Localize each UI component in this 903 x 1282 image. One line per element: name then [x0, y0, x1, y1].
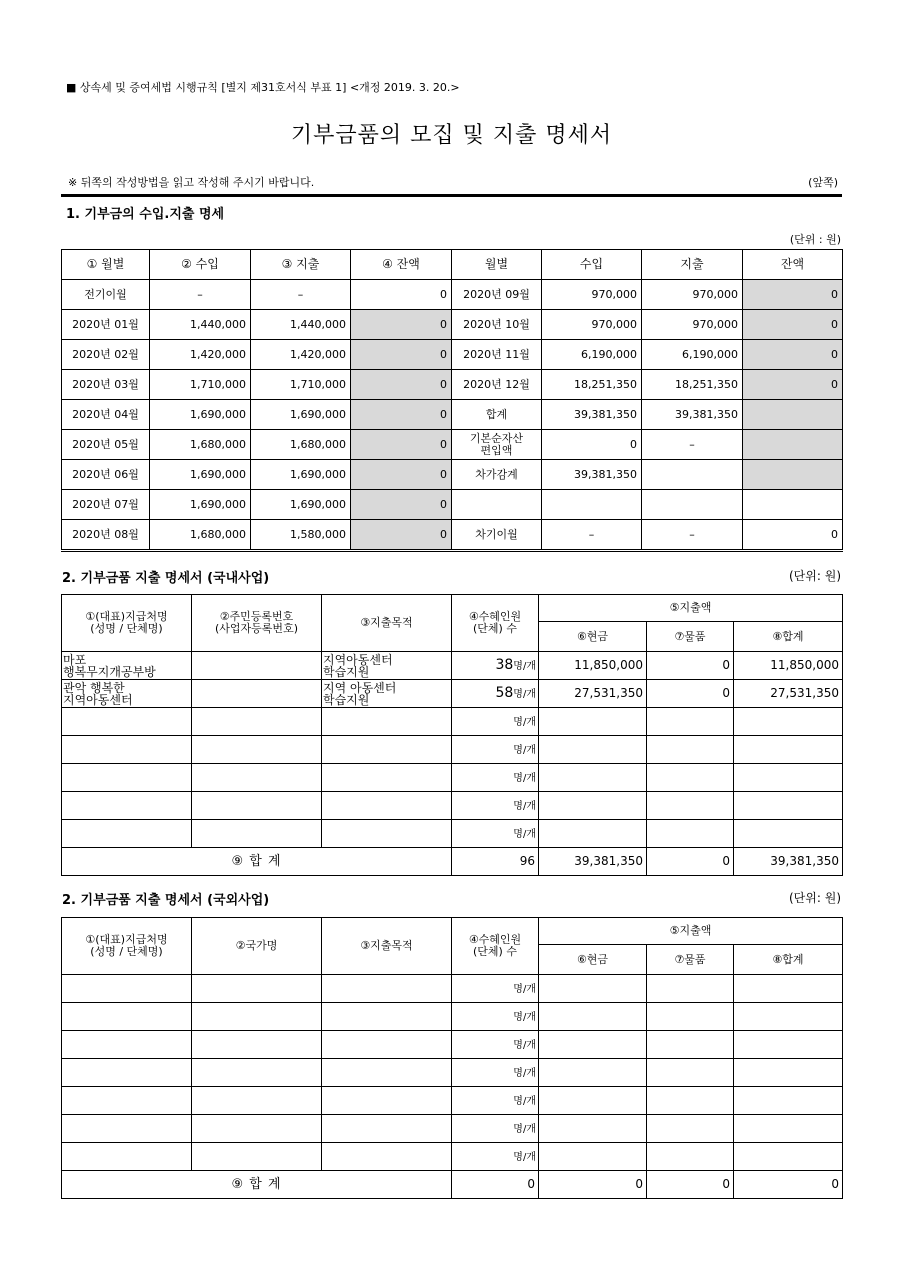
expense-cell-right: 970,000 — [642, 280, 743, 310]
id-number-cell — [192, 820, 322, 848]
goods-cell — [647, 1115, 734, 1143]
total-label: ⑨ 합 계 — [62, 1171, 452, 1199]
beneficiaries-cell — [452, 820, 539, 848]
goods-cell — [647, 820, 734, 848]
balance-cell-right — [743, 460, 843, 490]
page-title: 기부금품의 모집 및 지출 명세서 — [290, 123, 613, 148]
purpose-cell — [322, 1143, 452, 1171]
expense-cell: 1,690,000 — [251, 400, 351, 430]
total-cell — [734, 736, 843, 764]
table-row — [62, 1143, 843, 1171]
goods-cell — [647, 1003, 734, 1031]
beneficiaries-unit: 명/개 — [513, 1152, 536, 1164]
cash-cell — [539, 1143, 647, 1171]
income-cell-right: 970,000 — [542, 310, 642, 340]
month-cell-right: 2020년 12월 — [452, 370, 542, 400]
income-cell-right: 39,381,350 — [542, 400, 642, 430]
income-cell-right: – — [542, 520, 642, 551]
section3-heading: 2. 기부금품 지출 명세서 (국외사업) — [62, 893, 270, 908]
beneficiaries-cell — [452, 680, 539, 708]
country-cell — [192, 975, 322, 1003]
header-id-number: ②주민등록번호 (사업자등록번호) — [192, 595, 322, 652]
beneficiaries-unit: 명/개 — [513, 984, 536, 996]
purpose-cell: 지역 아동센터 학습지원 — [322, 680, 452, 708]
header-expense: ③ 지출 — [251, 250, 351, 280]
table-row — [62, 1059, 843, 1087]
expense-cell: 1,710,000 — [251, 370, 351, 400]
cash-cell — [539, 1087, 647, 1115]
beneficiaries-unit: 명/개 — [513, 745, 536, 757]
balance-cell: 0 — [351, 430, 452, 460]
balance-cell: 0 — [351, 400, 452, 430]
payee-cell: 마포 행복무지개공부방 — [62, 652, 192, 680]
header-total: ⑧합계 — [734, 622, 843, 652]
beneficiaries-unit: 명/개 — [513, 773, 536, 785]
page-side-label: (앞쪽) — [808, 176, 838, 189]
header-total: ⑧합계 — [734, 945, 843, 975]
cash-cell — [539, 708, 647, 736]
table-row — [62, 820, 843, 848]
cash-cell: 27,531,350 — [539, 680, 647, 708]
section3-unit: (단위: 원) — [789, 891, 841, 905]
cash-cell — [539, 1059, 647, 1087]
income-cell-right: 970,000 — [542, 280, 642, 310]
payee-cell — [62, 708, 192, 736]
total-cell — [734, 975, 843, 1003]
country-cell — [192, 1003, 322, 1031]
payee-cell — [62, 975, 192, 1003]
table-row — [62, 310, 843, 340]
payee-cell: 관악 행복한 지역아동센터 — [62, 680, 192, 708]
beneficiaries-cell — [452, 736, 539, 764]
header-month-right: 월별 — [452, 250, 542, 280]
table-row — [62, 1031, 843, 1059]
id-number-cell — [192, 708, 322, 736]
domestic-expense-table — [61, 594, 843, 876]
expense-cell-right — [642, 490, 743, 520]
total-row — [62, 1171, 843, 1199]
beneficiaries-cell — [452, 1143, 539, 1171]
table-row — [62, 708, 843, 736]
total-cell: 11,850,000 — [734, 652, 843, 680]
header-amount: ⑤지출액 — [539, 595, 843, 622]
table-row — [62, 1115, 843, 1143]
instruction-note: ※ 뒤쪽의 작성방법을 읽고 작성해 주시기 바랍니다. — [68, 176, 315, 189]
cash-cell — [539, 792, 647, 820]
purpose-cell — [322, 708, 452, 736]
total-cell — [734, 1031, 843, 1059]
purpose-cell — [322, 1003, 452, 1031]
total-cell — [734, 1087, 843, 1115]
purpose-cell — [322, 1087, 452, 1115]
purpose-cell — [322, 1059, 452, 1087]
month-cell-right: 2020년 10월 — [452, 310, 542, 340]
purpose-cell — [322, 820, 452, 848]
income-cell-right: 18,251,350 — [542, 370, 642, 400]
payee-cell — [62, 1115, 192, 1143]
purpose-cell — [322, 736, 452, 764]
header-cash: ⑥현금 — [539, 622, 647, 652]
header-payee: ①(대표)지급처명 (성명 / 단체명) — [62, 918, 192, 975]
total-cash: 0 — [539, 1171, 647, 1199]
cash-cell — [539, 1003, 647, 1031]
month-cell-right: 기본순자산 편입액 — [452, 430, 542, 460]
cash-cell — [539, 1115, 647, 1143]
month-cell-right: 차가감계 — [452, 460, 542, 490]
table-row — [62, 400, 843, 430]
goods-cell — [647, 792, 734, 820]
income-cell-right: 39,381,350 — [542, 460, 642, 490]
beneficiaries-count: 58 — [495, 685, 514, 702]
table-row — [62, 1087, 843, 1115]
total-goods: 0 — [647, 1171, 734, 1199]
beneficiaries-unit: 명/개 — [513, 1040, 536, 1052]
header-balance-right: 잔액 — [743, 250, 843, 280]
purpose-cell — [322, 1115, 452, 1143]
payee-cell — [62, 820, 192, 848]
balance-cell: 0 — [351, 460, 452, 490]
payee-cell — [62, 1143, 192, 1171]
balance-cell: 0 — [351, 310, 452, 340]
payee-cell — [62, 1087, 192, 1115]
income-cell: 1,690,000 — [150, 460, 251, 490]
header-income-right: 수입 — [542, 250, 642, 280]
id-number-cell — [192, 764, 322, 792]
country-cell — [192, 1031, 322, 1059]
month-cell-right: 합계 — [452, 400, 542, 430]
beneficiaries-unit: 명/개 — [513, 801, 536, 813]
id-number-cell — [192, 736, 322, 764]
cash-cell — [539, 820, 647, 848]
table-row — [62, 736, 843, 764]
section2-heading: 2. 기부금품 지출 명세서 (국내사업) — [62, 571, 270, 586]
table-row — [62, 520, 843, 551]
purpose-cell — [322, 792, 452, 820]
payee-cell — [62, 1031, 192, 1059]
beneficiaries-cell — [452, 764, 539, 792]
beneficiaries-unit: 명/개 — [513, 829, 536, 841]
payee-cell — [62, 792, 192, 820]
balance-cell-right — [743, 400, 843, 430]
goods-cell: 0 — [647, 680, 734, 708]
expense-cell-right: 39,381,350 — [642, 400, 743, 430]
payee-cell — [62, 1059, 192, 1087]
expense-cell-right: 970,000 — [642, 310, 743, 340]
total-cell — [734, 1003, 843, 1031]
header-beneficiaries: ④수혜인원 (단체) 수 — [452, 918, 539, 975]
header-goods: ⑦물품 — [647, 945, 734, 975]
month-cell-right: 2020년 11월 — [452, 340, 542, 370]
header-cash: ⑥현금 — [539, 945, 647, 975]
goods-cell — [647, 1087, 734, 1115]
id-number-cell — [192, 792, 322, 820]
month-cell: 2020년 02월 — [62, 340, 150, 370]
table-row — [62, 680, 843, 708]
goods-cell — [647, 1059, 734, 1087]
beneficiaries-cell — [452, 1003, 539, 1031]
beneficiaries-unit: 명/개 — [513, 1096, 536, 1108]
cash-cell — [539, 1031, 647, 1059]
law-reference: ■ 상속세 및 증여세법 시행규칙 [별지 제31호서식 부표 1] <개정 2019. 3. 20.> — [66, 81, 460, 94]
beneficiaries-unit: 명/개 — [513, 1012, 536, 1024]
beneficiaries-unit: 명/개 — [513, 1124, 536, 1136]
cash-cell — [539, 736, 647, 764]
month-cell-right: 2020년 09월 — [452, 280, 542, 310]
payee-cell — [62, 764, 192, 792]
total-sum: 0 — [734, 1171, 843, 1199]
expense-cell-right: – — [642, 520, 743, 551]
goods-cell — [647, 975, 734, 1003]
beneficiaries-unit: 명/개 — [513, 689, 536, 701]
table-row — [62, 1003, 843, 1031]
table-row — [62, 652, 843, 680]
header-payee: ①(대표)지급처명 (성명 / 단체명) — [62, 595, 192, 652]
total-count: 0 — [452, 1171, 539, 1199]
balance-cell: 0 — [351, 340, 452, 370]
total-goods: 0 — [647, 848, 734, 876]
month-cell: 2020년 01월 — [62, 310, 150, 340]
balance-cell-right: 0 — [743, 520, 843, 551]
cash-cell — [539, 764, 647, 792]
month-cell: 2020년 06월 — [62, 460, 150, 490]
balance-cell-right: 0 — [743, 280, 843, 310]
total-cell — [734, 820, 843, 848]
balance-cell-right: 0 — [743, 310, 843, 340]
month-cell: 2020년 03월 — [62, 370, 150, 400]
expense-cell-right: 18,251,350 — [642, 370, 743, 400]
beneficiaries-unit: 명/개 — [513, 661, 536, 673]
expense-cell: 1,420,000 — [251, 340, 351, 370]
table-row — [62, 280, 843, 310]
income-cell: 1,710,000 — [150, 370, 251, 400]
id-number-cell — [192, 652, 322, 680]
expense-cell: 1,440,000 — [251, 310, 351, 340]
expense-cell: 1,690,000 — [251, 490, 351, 520]
balance-cell-right — [743, 430, 843, 460]
month-cell: 전기이월 — [62, 280, 150, 310]
beneficiaries-cell — [452, 1059, 539, 1087]
section1-unit: (단위 : 원) — [789, 233, 841, 246]
expense-cell: 1,680,000 — [251, 430, 351, 460]
balance-cell-right — [743, 490, 843, 520]
income-cell-right — [542, 490, 642, 520]
month-cell: 2020년 04월 — [62, 400, 150, 430]
total-count: 96 — [452, 848, 539, 876]
payee-cell — [62, 736, 192, 764]
table-row — [62, 430, 843, 460]
balance-cell: 0 — [351, 520, 452, 551]
total-row — [62, 848, 843, 876]
section2-unit: (단위: 원) — [789, 569, 841, 583]
goods-cell — [647, 736, 734, 764]
header-income: ② 수입 — [150, 250, 251, 280]
total-cell — [734, 1059, 843, 1087]
beneficiaries-cell — [452, 1031, 539, 1059]
cash-cell — [539, 975, 647, 1003]
goods-cell — [647, 1031, 734, 1059]
expense-cell-right: – — [642, 430, 743, 460]
income-cell: 1,690,000 — [150, 490, 251, 520]
table-row — [62, 490, 843, 520]
expense-cell: 1,580,000 — [251, 520, 351, 551]
purpose-cell — [322, 764, 452, 792]
header-purpose: ③지출목적 — [322, 918, 452, 975]
beneficiaries-unit: 명/개 — [513, 717, 536, 729]
total-cash: 39,381,350 — [539, 848, 647, 876]
total-cell — [734, 764, 843, 792]
country-cell — [192, 1059, 322, 1087]
goods-cell — [647, 708, 734, 736]
total-label: ⑨ 합 계 — [62, 848, 452, 876]
country-cell — [192, 1087, 322, 1115]
expense-cell: 1,690,000 — [251, 460, 351, 490]
income-cell: 1,680,000 — [150, 520, 251, 551]
header-goods: ⑦물품 — [647, 622, 734, 652]
header-expense-right: 지출 — [642, 250, 743, 280]
balance-cell: 0 — [351, 280, 452, 310]
purpose-cell: 지역아동센터 학습지원 — [322, 652, 452, 680]
total-cell — [734, 1143, 843, 1171]
month-cell: 2020년 05월 — [62, 430, 150, 460]
total-cell — [734, 792, 843, 820]
goods-cell — [647, 1143, 734, 1171]
beneficiaries-cell — [452, 792, 539, 820]
expense-cell-right — [642, 460, 743, 490]
purpose-cell — [322, 1031, 452, 1059]
table-row — [62, 370, 843, 400]
section1-heading: 1. 기부금의 수입.지출 명세 — [66, 207, 225, 222]
beneficiaries-cell — [452, 975, 539, 1003]
header-country: ②국가명 — [192, 918, 322, 975]
income-cell: 1,690,000 — [150, 400, 251, 430]
beneficiaries-cell — [452, 652, 539, 680]
beneficiaries-cell — [452, 708, 539, 736]
total-sum: 39,381,350 — [734, 848, 843, 876]
month-cell-right — [452, 490, 542, 520]
expense-cell-right: 6,190,000 — [642, 340, 743, 370]
table-row — [62, 975, 843, 1003]
cash-cell: 11,850,000 — [539, 652, 647, 680]
total-cell — [734, 1115, 843, 1143]
country-cell — [192, 1143, 322, 1171]
income-cell: 1,420,000 — [150, 340, 251, 370]
table-row — [62, 340, 843, 370]
table-row — [62, 764, 843, 792]
balance-cell-right: 0 — [743, 340, 843, 370]
header-balance: ④ 잔액 — [351, 250, 452, 280]
goods-cell: 0 — [647, 652, 734, 680]
goods-cell — [647, 764, 734, 792]
purpose-cell — [322, 975, 452, 1003]
balance-cell-right: 0 — [743, 370, 843, 400]
total-cell — [734, 708, 843, 736]
income-expense-table — [61, 249, 843, 552]
table-row — [62, 460, 843, 490]
beneficiaries-cell — [452, 1087, 539, 1115]
income-cell: – — [150, 280, 251, 310]
month-cell: 2020년 08월 — [62, 520, 150, 551]
header-amount: ⑤지출액 — [539, 918, 843, 945]
month-cell: 2020년 07월 — [62, 490, 150, 520]
beneficiaries-unit: 명/개 — [513, 1068, 536, 1080]
beneficiaries-cell — [452, 1115, 539, 1143]
income-cell-right: 0 — [542, 430, 642, 460]
beneficiaries-count: 38 — [495, 657, 514, 674]
balance-cell: 0 — [351, 490, 452, 520]
expense-cell: – — [251, 280, 351, 310]
payee-cell — [62, 1003, 192, 1031]
overseas-expense-table — [61, 917, 843, 1199]
table-row — [62, 792, 843, 820]
header-purpose: ③지출목적 — [322, 595, 452, 652]
balance-cell: 0 — [351, 370, 452, 400]
country-cell — [192, 1115, 322, 1143]
income-cell: 1,680,000 — [150, 430, 251, 460]
title-divider — [61, 194, 842, 197]
income-cell-right: 6,190,000 — [542, 340, 642, 370]
header-beneficiaries: ④수혜인원 (단체) 수 — [452, 595, 539, 652]
id-number-cell — [192, 680, 322, 708]
month-cell-right: 차기이월 — [452, 520, 542, 551]
total-cell: 27,531,350 — [734, 680, 843, 708]
income-cell: 1,440,000 — [150, 310, 251, 340]
header-month: ① 월별 — [62, 250, 150, 280]
